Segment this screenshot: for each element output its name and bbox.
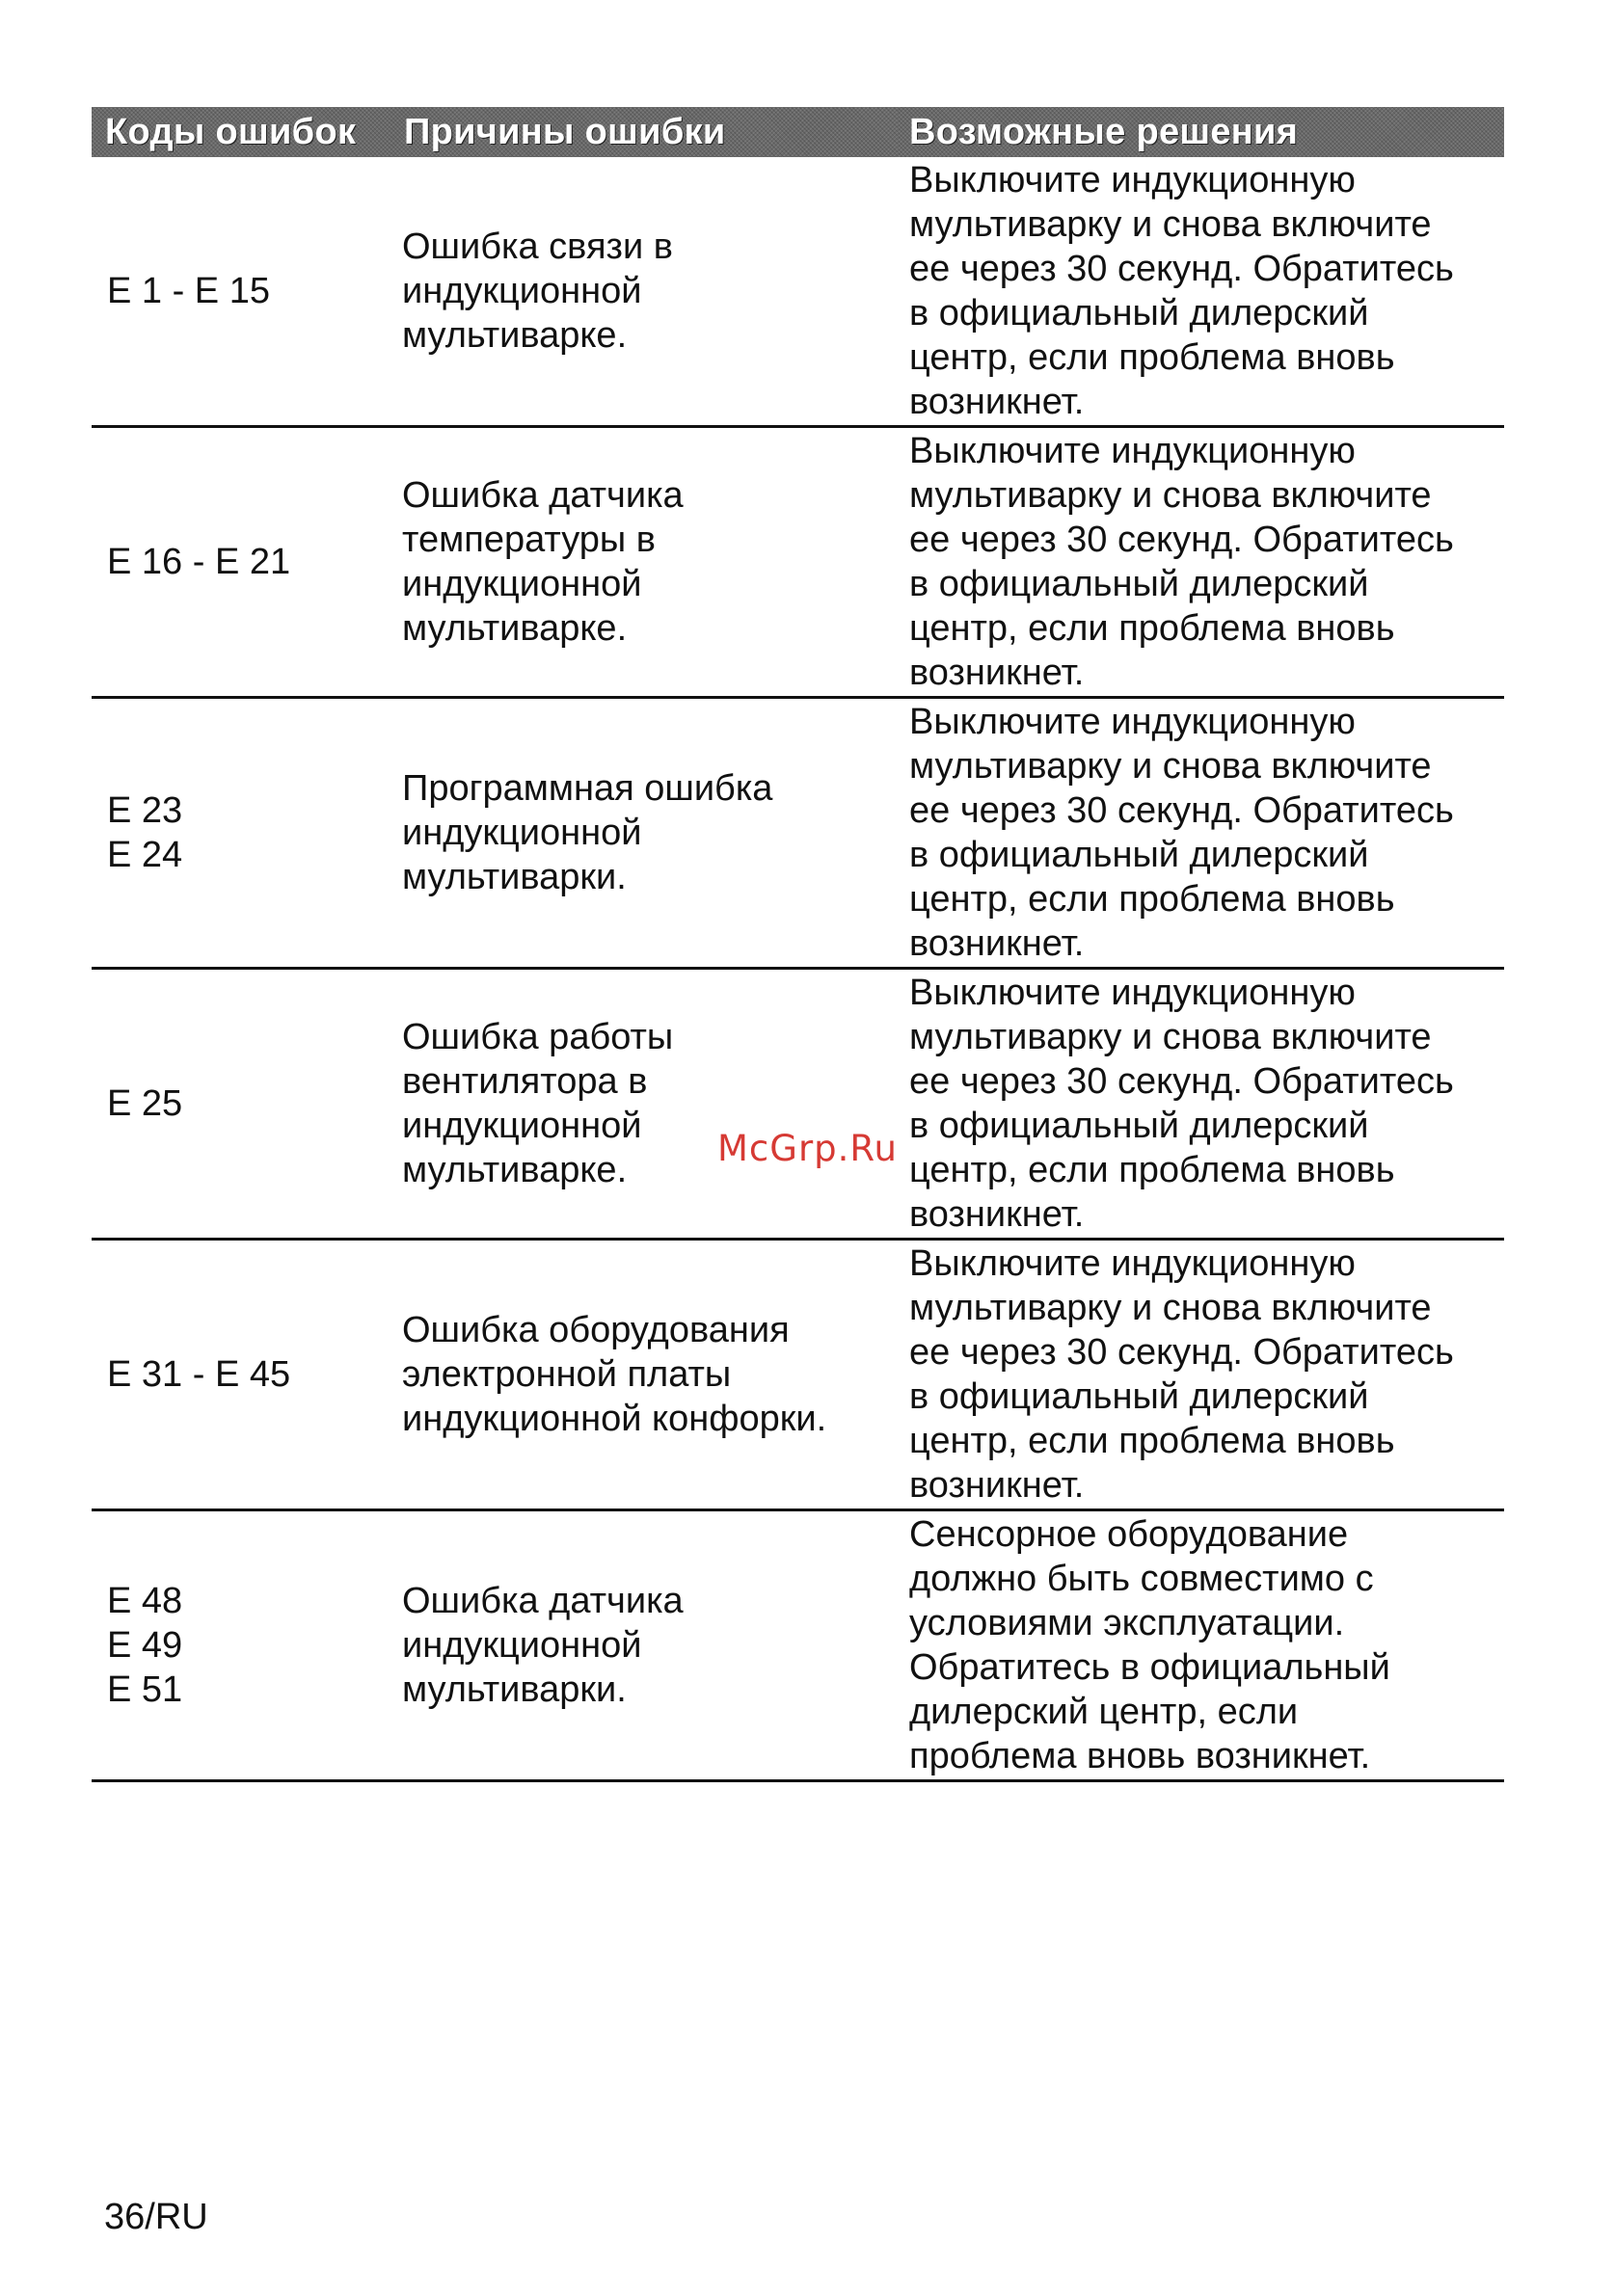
watermark: McGrp.Ru	[717, 1128, 898, 1169]
table-row	[92, 427, 1504, 698]
solution-line: мультиварку и снова включите	[909, 746, 1432, 787]
solution-line: центр, если проблема вновь	[909, 1421, 1395, 1461]
cause-line: вентилятора в	[402, 1061, 648, 1102]
solution-line: ее через 30 секунд. Обратитесь	[909, 249, 1454, 289]
solution-line: Выключите индукционную	[909, 1243, 1356, 1284]
solution-line: центр, если проблема вновь	[909, 1150, 1395, 1190]
solution-line: возникнет.	[909, 382, 1085, 422]
solution-line: центр, если проблема вновь	[909, 608, 1395, 649]
solution-line: центр, если проблема вновь	[909, 337, 1395, 378]
header-error-causes: Причины ошибки	[390, 107, 898, 157]
solution-cell	[898, 1240, 1504, 1510]
error-code: E 48	[107, 1581, 183, 1621]
cause-line: индукционной	[402, 564, 642, 604]
solution-line: ее через 30 секунд. Обратитесь	[909, 1332, 1454, 1373]
solution-line: мультиварку и снова включите	[909, 1017, 1432, 1057]
table-header-row	[92, 107, 1504, 157]
cause-line: Программная ошибка	[402, 768, 773, 809]
solution-line: возникнет.	[909, 1465, 1085, 1506]
cause-line: электронной платы	[402, 1354, 732, 1395]
error-codes-table	[92, 107, 1504, 1782]
error-code-cell	[92, 698, 390, 969]
solution-line: центр, если проблема вновь	[909, 879, 1395, 920]
cause-line: мультиварки.	[402, 1669, 627, 1710]
cause-line: температуры в	[402, 520, 656, 560]
solution-line: мультиварку и снова включите	[909, 475, 1432, 516]
solution-line: ее через 30 секунд. Обратитесь	[909, 1061, 1454, 1102]
solution-cell	[898, 157, 1504, 427]
cause-line: мультиварке.	[402, 315, 628, 356]
error-code: E 1 - E 15	[107, 271, 270, 311]
solution-line: должно быть совместимо с	[909, 1559, 1374, 1599]
table-row	[92, 698, 1504, 969]
solution-line: мультиварку и снова включите	[909, 1288, 1432, 1328]
solution-line: возникнет.	[909, 923, 1085, 964]
page-number: 36/RU	[104, 2197, 208, 2237]
table-row	[92, 1240, 1504, 1510]
error-code-cell	[92, 157, 390, 427]
solution-line: Выключите индукционную	[909, 973, 1356, 1013]
error-code: E 23	[107, 790, 183, 831]
cause-line: Ошибка датчика	[402, 475, 684, 516]
error-code: E 31 - E 45	[107, 1354, 291, 1395]
error-cause-cell	[390, 427, 898, 698]
error-code-cell	[92, 969, 390, 1240]
solution-line: возникнет.	[909, 1194, 1085, 1235]
error-cause-cell	[390, 1240, 898, 1510]
solution-line: возникнет.	[909, 653, 1085, 693]
cause-line: Ошибка датчика	[402, 1581, 684, 1621]
solution-cell	[898, 698, 1504, 969]
cause-line: индукционной	[402, 1625, 642, 1666]
solution-line: дилерский центр, если	[909, 1692, 1299, 1732]
error-cause-cell	[390, 1510, 898, 1781]
solution-cell	[898, 427, 1504, 698]
solution-line: проблема вновь возникнет.	[909, 1736, 1371, 1776]
solution-line: Выключите индукционную	[909, 431, 1356, 471]
solution-line: Обратитесь в официальный	[909, 1647, 1390, 1688]
error-cause-cell	[390, 969, 898, 1240]
cause-line: Ошибка работы	[402, 1017, 674, 1057]
error-code: E 25	[107, 1083, 183, 1124]
error-code: E 49	[107, 1625, 183, 1666]
solution-line: в официальный дилерский	[909, 293, 1369, 334]
solution-line: в официальный дилерский	[909, 1106, 1369, 1146]
cause-line: Ошибка связи в	[402, 227, 673, 267]
solution-line: Сенсорное оборудование	[909, 1514, 1349, 1555]
error-code-cell	[92, 427, 390, 698]
error-codes-table-wrapper	[92, 107, 1504, 1782]
error-code: E 24	[107, 835, 183, 875]
error-cause-cell	[390, 157, 898, 427]
error-code: E 16 - E 21	[107, 542, 291, 582]
cause-line: индукционной конфорки.	[402, 1399, 827, 1439]
solution-line: условиями эксплуатации.	[909, 1603, 1345, 1643]
header-error-codes: Коды ошибок	[92, 107, 390, 157]
solution-line: ее через 30 секунд. Обратитесь	[909, 790, 1454, 831]
solution-line: в официальный дилерский	[909, 564, 1369, 604]
error-code: E 51	[107, 1669, 183, 1710]
cause-line: индукционной	[402, 813, 642, 853]
table-row	[92, 1510, 1504, 1781]
table-row	[92, 157, 1504, 427]
cause-line: мультиварке.	[402, 608, 628, 649]
cause-line: мультиварке.	[402, 1150, 628, 1190]
solution-cell	[898, 1510, 1504, 1781]
solution-line: ее через 30 секунд. Обратитесь	[909, 520, 1454, 560]
cause-line: индукционной	[402, 1106, 642, 1146]
solution-line: мультиварку и снова включите	[909, 204, 1432, 245]
error-cause-cell	[390, 698, 898, 969]
error-code-cell	[92, 1240, 390, 1510]
error-code-cell	[92, 1510, 390, 1781]
solution-line: в официальный дилерский	[909, 1376, 1369, 1417]
cause-line: Ошибка оборудования	[402, 1310, 790, 1350]
solution-line: Выключите индукционную	[909, 160, 1356, 200]
solution-line: в официальный дилерский	[909, 835, 1369, 875]
solution-line: Выключите индукционную	[909, 702, 1356, 742]
header-possible-solutions: Возможные решения	[898, 107, 1504, 157]
cause-line: мультиварки.	[402, 857, 627, 897]
cause-line: индукционной	[402, 271, 642, 311]
solution-cell	[898, 969, 1504, 1240]
table-row	[92, 969, 1504, 1240]
